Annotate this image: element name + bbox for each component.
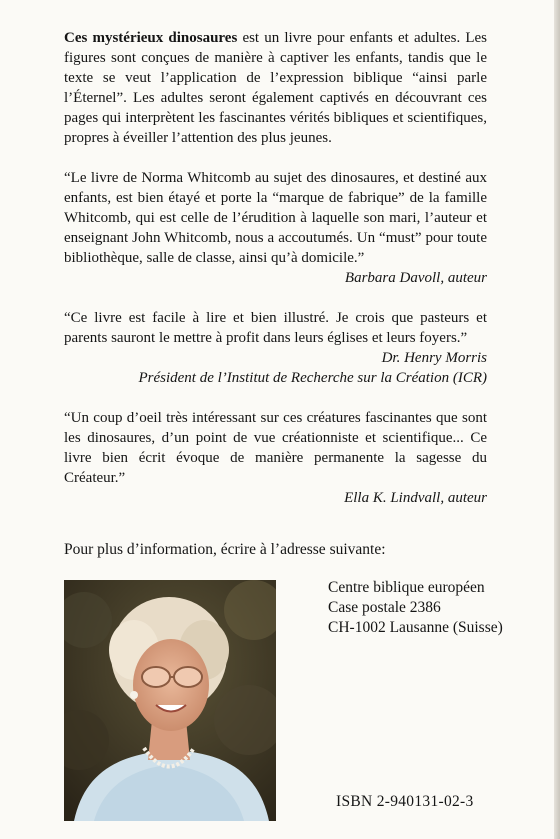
back-cover-text: [64, 28, 487, 508]
quote-text: “Le livre de Norma Whitcomb au sujet des dinosaures, et destiné aux enfants, est bien étayé et porte la “marque de fabrique” de la famille Whitcomb, qui est celle de l’érudition à laquelle son mari, l’auteur et enseignant John Whitcomb, nous a accoutumés. Un “must” pour toute bibliothèque, salle de classe, ainsi qu’à domicile.”: [64, 170, 487, 266]
address-line: Centre biblique européen: [328, 579, 485, 596]
quote-block-2: [64, 308, 487, 388]
quote-author-title: Président de l’Institut de Recherche sur la Création (ICR): [138, 370, 487, 386]
quote-block-1: [64, 168, 487, 288]
address-line: CH-1002 Lausanne (Suisse): [328, 619, 503, 636]
quote-author: Barbara Davoll, auteur: [344, 270, 487, 286]
address-line: Case postale 2386: [328, 599, 441, 616]
intro-text: est un livre pour enfants et adultes. Les figures sont conçues de manière à captiver les enfants, tandis que le texte se veut l’application de l’expression biblique “ainsi parle l’Éternel”. Les adultes seront également captivés en découvrant ces pages qui interprètent les fascinantes vérités bibliques et scientifiques, propres à éveiller l’attention des plus jeunes.: [64, 30, 487, 146]
quote-text: “Ce livre est facile à lire et bien illustré. Je crois que pasteurs et parents sauront le mettre à profit dans leurs églises et leurs foyers.”: [64, 310, 487, 346]
page-edge-shadow: [554, 0, 560, 839]
author-portrait-illustration: [64, 580, 276, 821]
quote-author: Ella K. Lindvall, auteur: [344, 490, 487, 506]
quote-text: “Un coup d’oeil très intéressant sur ces créatures fascinantes que sont les dinosaures, d’un point de vue créationniste et scientifique... Ce livre bien écrit évoque de manière permanente la sagesse du Créateur.”: [64, 410, 487, 486]
contact-info-line: Pour plus d’information, écrire à l’adresse suivante:: [64, 541, 386, 558]
isbn-number: ISBN 2-940131-02-3: [336, 793, 474, 810]
quote-author: Dr. Henry Morris: [381, 350, 487, 366]
mailing-address: [328, 578, 503, 638]
intro-paragraph: [64, 28, 487, 148]
quote-block-3: [64, 408, 487, 508]
book-title: Ces mystérieux dinosaures: [64, 30, 238, 46]
author-photo: [64, 580, 276, 821]
